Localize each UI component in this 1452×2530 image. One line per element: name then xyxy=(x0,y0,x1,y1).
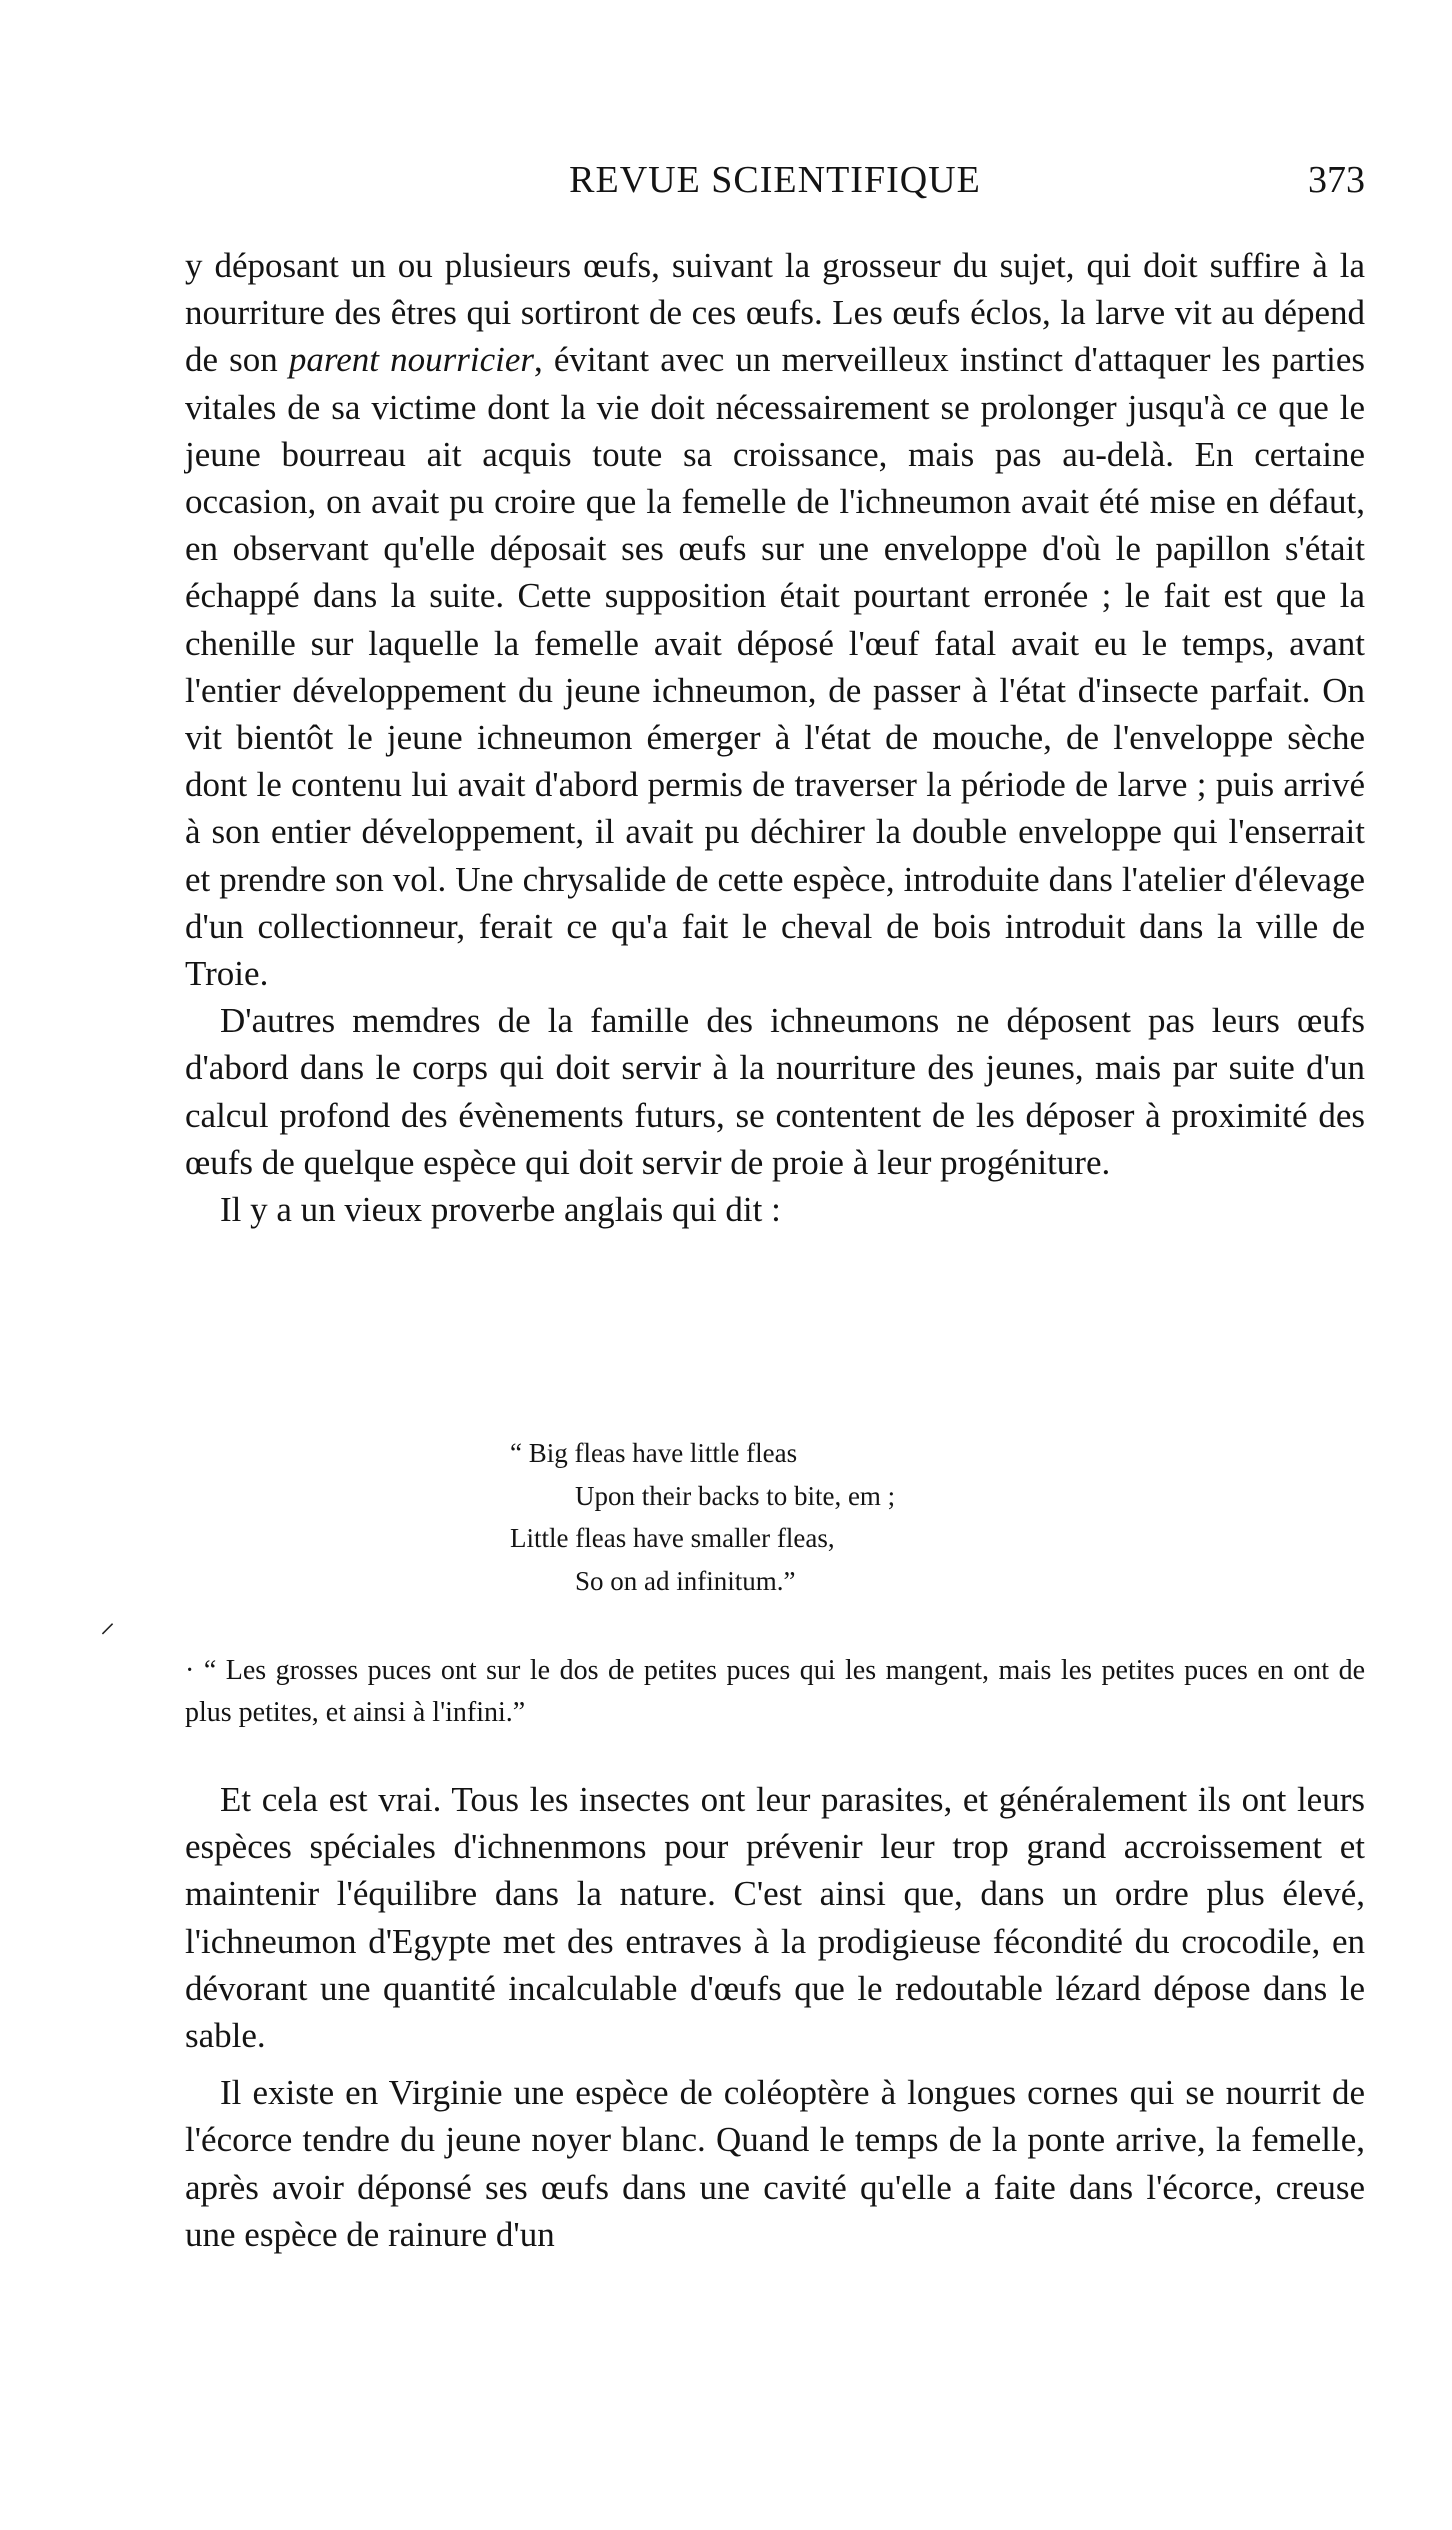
translation-text: · “ Les grosses puces ont sur le dos de petites puces qui les mangent, mais les petites puces en ont de plus petites, et ainsi à l'infini.” xyxy=(185,1650,1365,1734)
english-proverb-verse xyxy=(510,1432,895,1602)
paragraph-5: Il existe en Virginie une espèce de coléoptère à longues cornes qui se nourrit de l'écorce tendre du jeune noyer blanc. Quand le temps de la ponte arrive, la femelle, après avoir déponsé ses œufs dans une cavité qu'elle a faite dans l'écorce, creuse une espèce de rainure d'un xyxy=(185,2073,1365,2254)
continuation-text-block xyxy=(185,1776,1365,2258)
journal-title: REVUE SCIENTIFIQUE xyxy=(569,159,981,201)
paragraph-4: Et cela est vrai. Tous les insectes ont leur parasites, et généralement ils ont leurs espèces spéciales d'ichnenmons pour prévenir leur trop grand accroissement et maintenir l'équilibre dans la nature. C'est ainsi que, dans un ordre plus élevé, l'ichneumon d'Egypte met des entraves à la prodigieuse fécondité du crocodile, en dévorant une quantité incalculable d'œufs que le redoutable lézard dépose dans le sable. xyxy=(185,1780,1365,2056)
paragraph-1 xyxy=(185,242,1365,997)
verse-line: Upon their backs to bite, em ; xyxy=(575,1480,896,1511)
verse-line: So on ad infinitum.” xyxy=(575,1565,796,1596)
paragraph-3: Il y a un vieux proverbe anglais qui dit : xyxy=(220,1190,781,1230)
margin-mark: ⸝ xyxy=(100,1606,115,1639)
verse-line: “ Big fleas have little fleas xyxy=(510,1438,798,1468)
page-number: 373 xyxy=(1308,159,1365,201)
verse-line: Little fleas have smaller fleas, xyxy=(510,1523,835,1553)
main-text-block xyxy=(185,242,1365,1233)
verse-translation xyxy=(185,1650,1365,1734)
paragraph-2: D'autres memdres de la famille des ichneumons ne déposent pas leurs œufs d'abord dans le corps qui doit servir à la nourriture des jeunes, mais par suite d'un calcul profond des évènements futurs, se contentent de les déposer à proximité des œufs de quelque espèce qui doit servir de proie à leur progéniture. xyxy=(185,1001,1365,1182)
paragraph-1-end: , évitant avec un merveilleux instinct d'attaquer les parties vitales de sa victime dont la vie doit nécessairement se prolonger jusqu'à ce que le jeune bourreau ait acquis toute sa croissance, mais pas au-delà. En certaine occasion, on avait pu croire que la femelle de l'ichneumon avait été mise en défaut, en observant qu'elle déposait ses œufs sur une enveloppe d'où le papillon s'était échappé dans la suite. Cette supposition était pourtant erronée ; le fait est que la chenille sur laquelle la femelle avait déposé l'œuf fatal avait eu le temps, avant l'entier développement du jeune ichneumon, de passer à l'état d'insecte parfait. On vit bientôt le jeune ichneumon émerger à l'état de mouche, de l'enveloppe sèche dont le contenu lui avait d'abord permis de traverser la période de larve ; puis arrivé à son entier développement, il avait pu déchirer la double enveloppe qui l'enserrait et prendre son vol. Une chrysalide de cette espèce, introduite dans l'atelier d'élevage d'un collectionneur, ferait ce qu'a fait le cheval de bois introduit dans la ville de Troie. xyxy=(185,340,1365,994)
paragraph-1-start: y déposant un ou plusieurs œufs, suivant la grosseur du sujet, qui doit suffire à la nourriture des êtres qui sortiront de ces œufs. Les œufs éclos, la larve vit au dépend de son xyxy=(185,246,1365,380)
italic-phrase: parent nourricier xyxy=(288,340,534,380)
running-head xyxy=(185,158,1365,208)
